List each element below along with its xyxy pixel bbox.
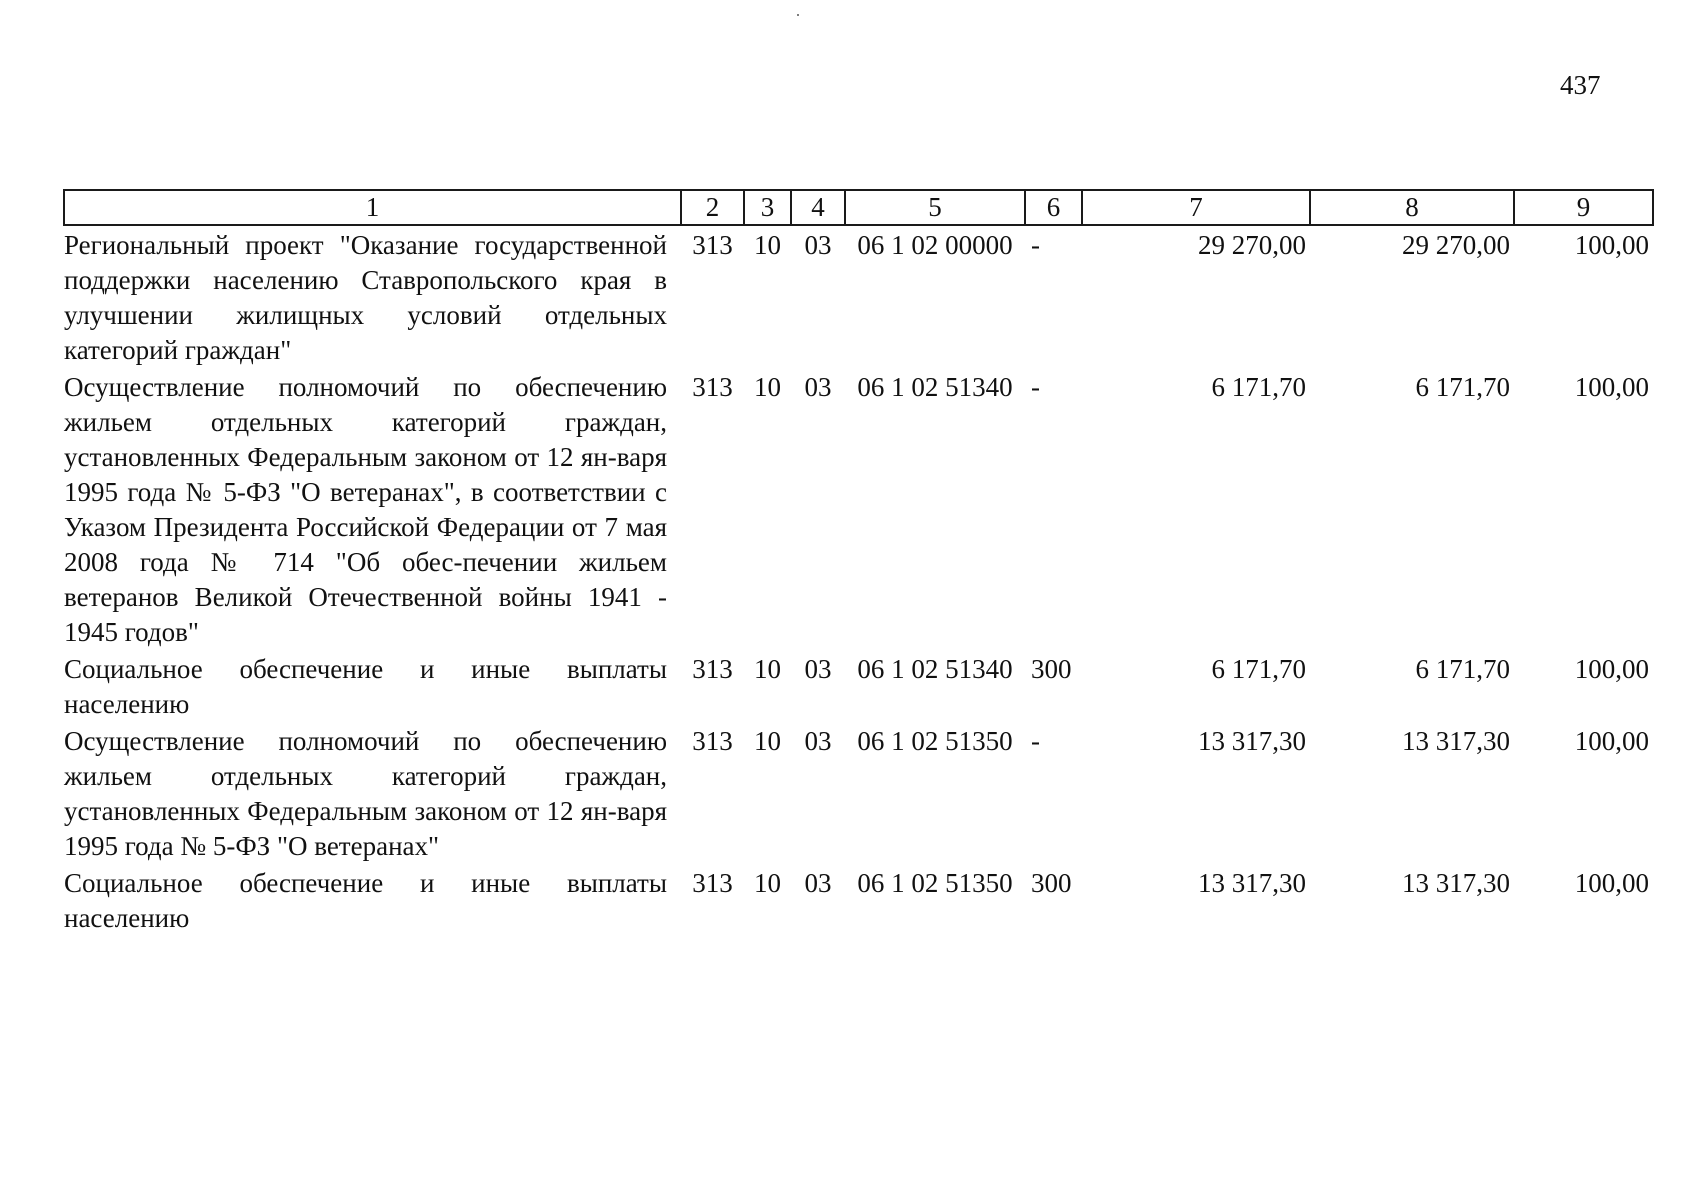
row-subsection-code: 03 bbox=[804, 868, 832, 898]
row-actual-amount: 6 171,70 bbox=[1415, 654, 1510, 684]
row-ministry-code: 313 bbox=[692, 726, 733, 756]
row-expense-type: - bbox=[1031, 726, 1040, 756]
table-header-row bbox=[64, 190, 1653, 225]
row-ministry-code: 313 bbox=[692, 372, 733, 402]
row-target-code: 06 1 02 51340 bbox=[857, 654, 1013, 684]
row-percent: 100,00 bbox=[1574, 726, 1649, 756]
row-target-code: 06 1 02 00000 bbox=[857, 230, 1013, 260]
row-actual-amount: 29 270,00 bbox=[1402, 230, 1510, 260]
row-percent: 100,00 bbox=[1574, 230, 1649, 260]
row-section-code: 10 bbox=[754, 726, 781, 756]
table-row bbox=[64, 368, 1653, 650]
row-subsection-code: 03 bbox=[804, 654, 832, 684]
row-ministry-code: 313 bbox=[692, 654, 733, 684]
row-planned-amount: 6 171,70 bbox=[1211, 654, 1306, 684]
row-name: Осуществление полномочий по обеспечению жильем отдельных категорий граждан, установленных Федеральным законом от 12 ян-варя 1995 года № 5-ФЗ "О ветеранах", в соответствии с Указом Президента Российской Федерации от 7 мая 2008 года № 714 "Об обес-печении жильем ветеранов Великой Отечественной войны 1941 - 1945 годов" bbox=[64, 372, 667, 647]
table-row bbox=[64, 864, 1653, 936]
row-subsection-code: 03 bbox=[804, 726, 832, 756]
row-target-code: 06 1 02 51350 bbox=[857, 726, 1013, 756]
row-section-code: 10 bbox=[754, 230, 781, 260]
row-percent: 100,00 bbox=[1574, 654, 1649, 684]
column-header-2: 2 bbox=[681, 190, 744, 225]
row-name: Социальное обеспечение и иные выплаты населению bbox=[64, 868, 667, 933]
row-name: Социальное обеспечение и иные выплаты населению bbox=[64, 654, 667, 719]
row-target-code: 06 1 02 51350 bbox=[857, 868, 1013, 898]
row-percent: 100,00 bbox=[1574, 868, 1649, 898]
row-actual-amount: 13 317,30 bbox=[1402, 868, 1510, 898]
column-header-7: 7 bbox=[1082, 190, 1310, 225]
row-expense-type: 300 bbox=[1031, 868, 1072, 898]
row-target-code: 06 1 02 51340 bbox=[857, 372, 1013, 402]
row-subsection-code: 03 bbox=[804, 230, 832, 260]
table-row bbox=[64, 650, 1653, 722]
row-name: Осуществление полномочий по обеспечению жильем отдельных категорий граждан, установленных Федеральным законом от 12 ян-варя 1995 года № 5-ФЗ "О ветеранах" bbox=[64, 726, 667, 861]
column-header-9: 9 bbox=[1514, 190, 1653, 225]
row-actual-amount: 13 317,30 bbox=[1402, 726, 1510, 756]
row-percent: 100,00 bbox=[1574, 372, 1649, 402]
row-ministry-code: 313 bbox=[692, 230, 733, 260]
row-subsection-code: 03 bbox=[804, 372, 832, 402]
row-planned-amount: 13 317,30 bbox=[1198, 726, 1306, 756]
row-section-code: 10 bbox=[754, 372, 781, 402]
column-header-8: 8 bbox=[1310, 190, 1514, 225]
column-header-4: 4 bbox=[791, 190, 845, 225]
table-row bbox=[64, 722, 1653, 864]
row-section-code: 10 bbox=[754, 868, 781, 898]
row-name: Региональный проект "Оказание государственной поддержки населению Ставропольского края в улучшении жилищных условий отдельных категорий граждан" bbox=[64, 230, 667, 365]
column-header-5: 5 bbox=[845, 190, 1025, 225]
budget-table bbox=[63, 189, 1654, 936]
row-planned-amount: 6 171,70 bbox=[1211, 372, 1306, 402]
row-section-code: 10 bbox=[754, 654, 781, 684]
row-expense-type: 300 bbox=[1031, 654, 1072, 684]
row-actual-amount: 6 171,70 bbox=[1415, 372, 1510, 402]
table-row bbox=[64, 225, 1653, 368]
page-number: 437 bbox=[1560, 70, 1601, 100]
row-planned-amount: 29 270,00 bbox=[1198, 230, 1306, 260]
scan-speck bbox=[797, 14, 799, 16]
column-header-6: 6 bbox=[1025, 190, 1082, 225]
row-expense-type: - bbox=[1031, 372, 1040, 402]
row-expense-type: - bbox=[1031, 230, 1040, 260]
row-ministry-code: 313 bbox=[692, 868, 733, 898]
column-header-3: 3 bbox=[744, 190, 791, 225]
column-header-1: 1 bbox=[64, 190, 681, 225]
row-planned-amount: 13 317,30 bbox=[1198, 868, 1306, 898]
